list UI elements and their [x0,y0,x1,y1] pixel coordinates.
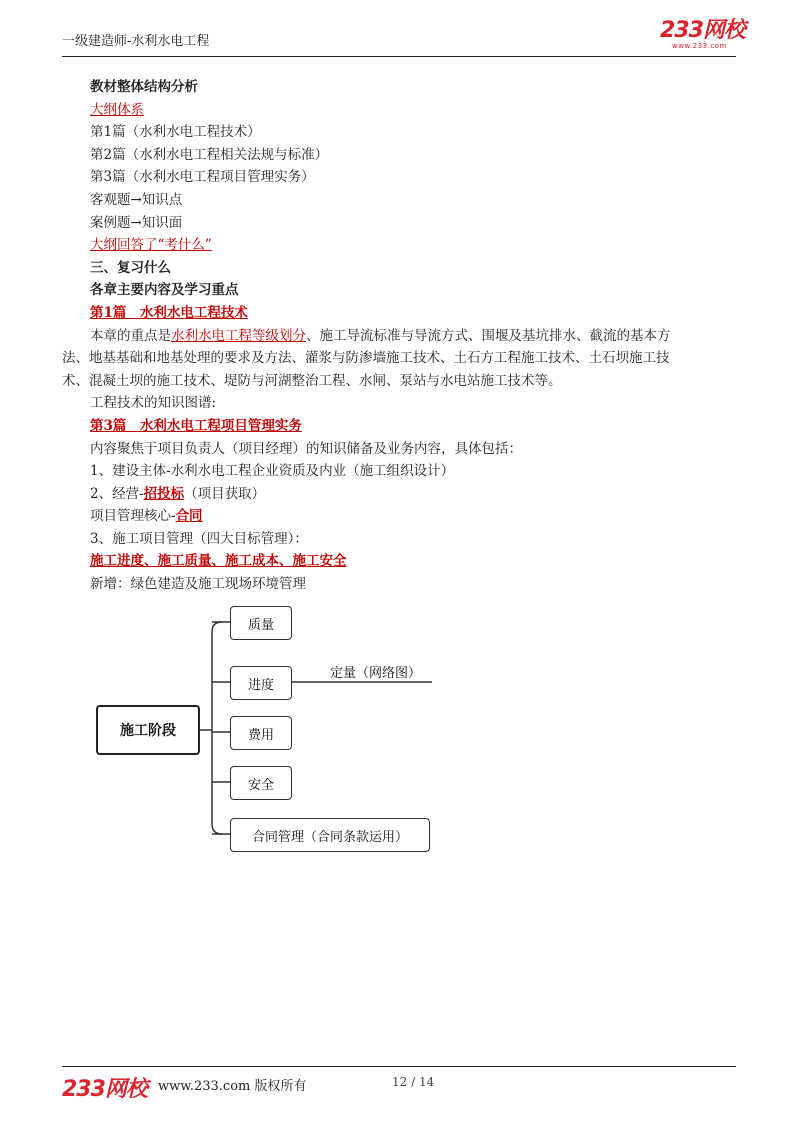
highlight-text: 合同 [175,508,203,525]
paragraph-line: 术、混凝土坝的施工技术、堤防与河湖整治工程、水闸、泵站与水电站施工技术等。 [62,372,562,389]
page-number: 12 / 14 [392,1075,435,1089]
text-line: 内容聚焦于项目负责人（项目经理）的知识储备及业务内容，具体包括： [90,440,522,457]
text-segment: 2、经营- [90,485,144,502]
text-line [90,483,740,506]
text-line: 第1篇（水利水电工程技术） [90,124,261,141]
text-line: 新增：绿色建造及施工现场环境管理 [90,576,306,593]
part-heading: 第1篇 水利水电工程技术 [90,304,248,321]
text-line [90,505,740,528]
text-line: 第3篇（水利水电工程项目管理实务） [90,169,315,186]
mindmap-node-safety: 安全 [230,766,292,800]
footer-copyright: www.233.com 版权所有 [158,1079,307,1094]
brand-logo: 233网校 [660,18,745,43]
section-heading: 三、复习什么 [90,259,171,276]
text-line: 3、施工项目管理（四大目标管理）： [90,530,308,547]
text-line: 工程技术的知识图谱: [90,395,217,412]
highlight-text: 施工进度、施工质量、施工成本、施工安全 [90,553,347,570]
text-line: 客观题→知识点 [90,191,183,208]
mindmap-node-quality: 质量 [230,606,292,640]
highlight-text: 水利水电工程等级划分 [171,327,306,344]
mindmap-node-cost: 费用 [230,716,292,750]
connector-trunk [212,622,222,834]
mindmap-sub-label: 定量（网络图） [330,666,422,681]
mindmap-node-progress: 进度 [230,666,292,700]
mindmap-node-contract: 合同管理（合同条款运用） [230,818,430,852]
paragraph-text: 、施工导流标准与导流方式、围堰及基坑排水、截流的基本方 [306,327,671,344]
paragraph-line: 法、地基基础和地基处理的要求及方法、灌浆与防渗墙施工技术、土石方工程施工技术、土石坝施工技 [62,350,670,367]
part-heading: 第3篇 水利水电工程项目管理实务 [90,417,302,434]
paragraph-line [90,325,740,348]
highlight-heading: 大纲回答了“考什么” [90,237,212,254]
mindmap-root-node: 施工阶段 [96,705,200,755]
footer-divider [62,1066,736,1067]
text-segment: 项目管理核心- [90,508,176,525]
section-heading: 各章主要内容及学习重点 [90,282,239,299]
text-line: 案例题→知识面 [90,214,183,231]
document-body [62,76,740,596]
brand-logo-url: www.233.com [672,42,727,50]
text-line: 1、建设主体-水利水电工程企业资质及内业（施工组织设计） [90,463,455,480]
header-divider [62,56,736,57]
paragraph-text: 本章的重点是 [90,327,171,344]
header-title: 一级建造师-水利水电工程 [62,34,210,49]
highlight-text: 招投标 [143,485,185,502]
text-segment: （项目获取） [184,485,266,502]
section-heading: 教材整体结构分析 [90,79,198,95]
text-line: 第2篇（水利水电工程相关法规与标准） [90,146,329,163]
footer-logo: 233网校 [62,1077,147,1102]
highlight-heading: 大纲体系 [90,101,144,118]
